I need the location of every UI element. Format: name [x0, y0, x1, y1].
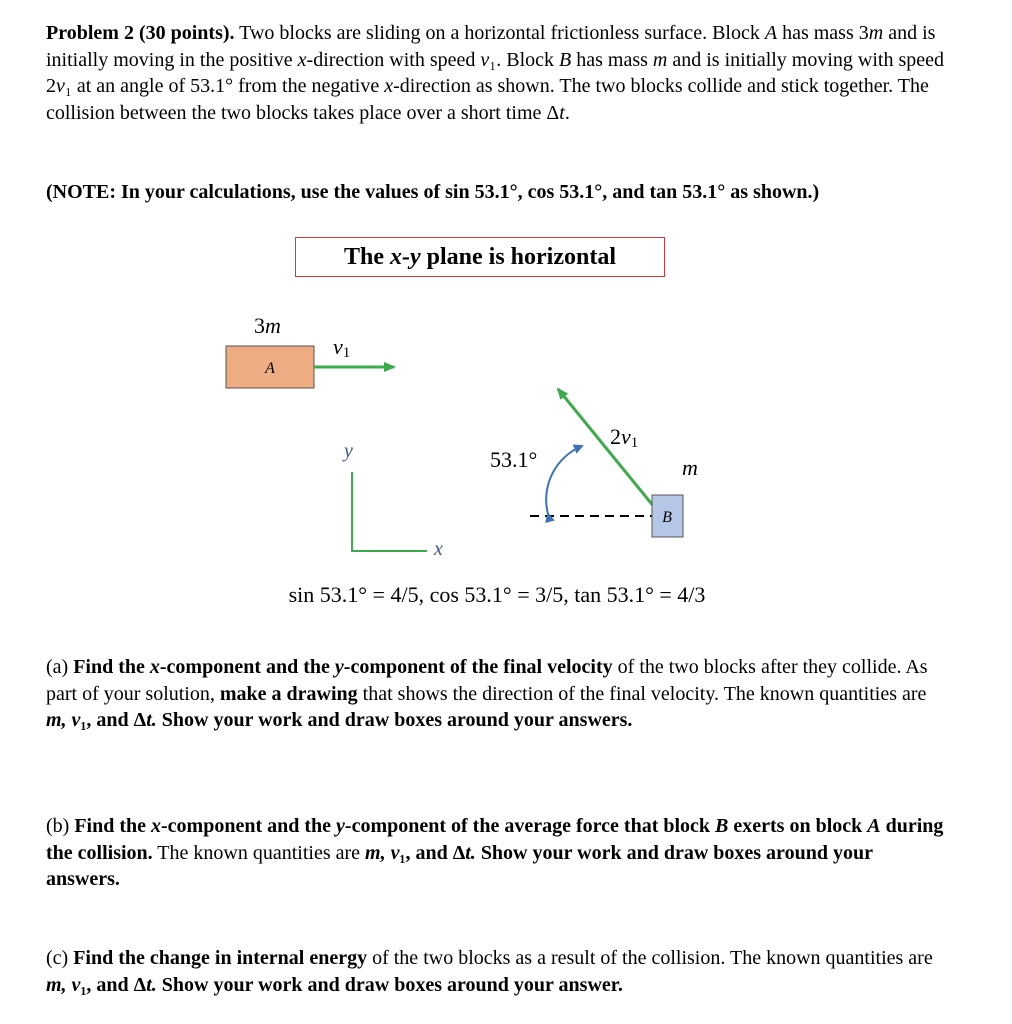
calculation-note: (NOTE: In your calculations, use the values of sin 53.1°, cos 53.1°, and tan 53.1° as shown.): [46, 181, 820, 203]
v1-label: v1: [333, 334, 351, 361]
v2-arrow: [558, 389, 655, 508]
block-b-label: B: [662, 509, 672, 526]
problem-intro: Problem 2 (30 points). Two blocks are sliding on a horizontal frictionless surface. Block A has mass 3m and is initially moving in the positive x-direction with speed v₁. Block B has mass m and is initially moving with speed 2v₁ at an angle of 53.1° from the negative x-direction as shown. The two blocks collide and stick together. The collision between the two blocks takes place over a short time Δt.: [46, 22, 945, 124]
x-axis-label: x: [434, 538, 443, 560]
v2-label: 2v1: [610, 424, 639, 451]
mass-b-label: m: [682, 455, 698, 480]
part-a: (a) Find the x-component and the y-component of the final velocity of the two blocks after they collide. As part of your solution, make a drawing that shows the direction of the final velocity. The known quantities are m, v₁, and Δt. Show your work and draw boxes around your answers.: [46, 656, 928, 731]
trig-values: sin 53.1° = 4/5, cos 53.1° = 3/5, tan 53.1° = 4/3: [288, 582, 706, 607]
mass-a-label: 3m: [254, 313, 281, 338]
problem-heading: Problem 2 (30 points).: [46, 22, 235, 44]
part-c: (c) Find the change in internal energy of the two blocks as a result of the collision. The known quantities are m, v₁, and Δt. Show your work and draw boxes around your answer.: [46, 947, 933, 996]
block-a-label: A: [265, 360, 275, 377]
plane-title-box: The x-y plane is horizontal: [295, 237, 665, 277]
plane-title-xy: x-y: [390, 243, 421, 270]
angle-arc: [546, 446, 582, 514]
part-b: (b) Find the x-component and the y-component of the average force that block B exerts on block A during the collision. The known quantities are m, v₁, and Δt. Show your work and draw boxes around your answers.: [46, 815, 944, 890]
angle-label: 53.1°: [490, 447, 538, 472]
y-axis-label: y: [344, 440, 353, 462]
